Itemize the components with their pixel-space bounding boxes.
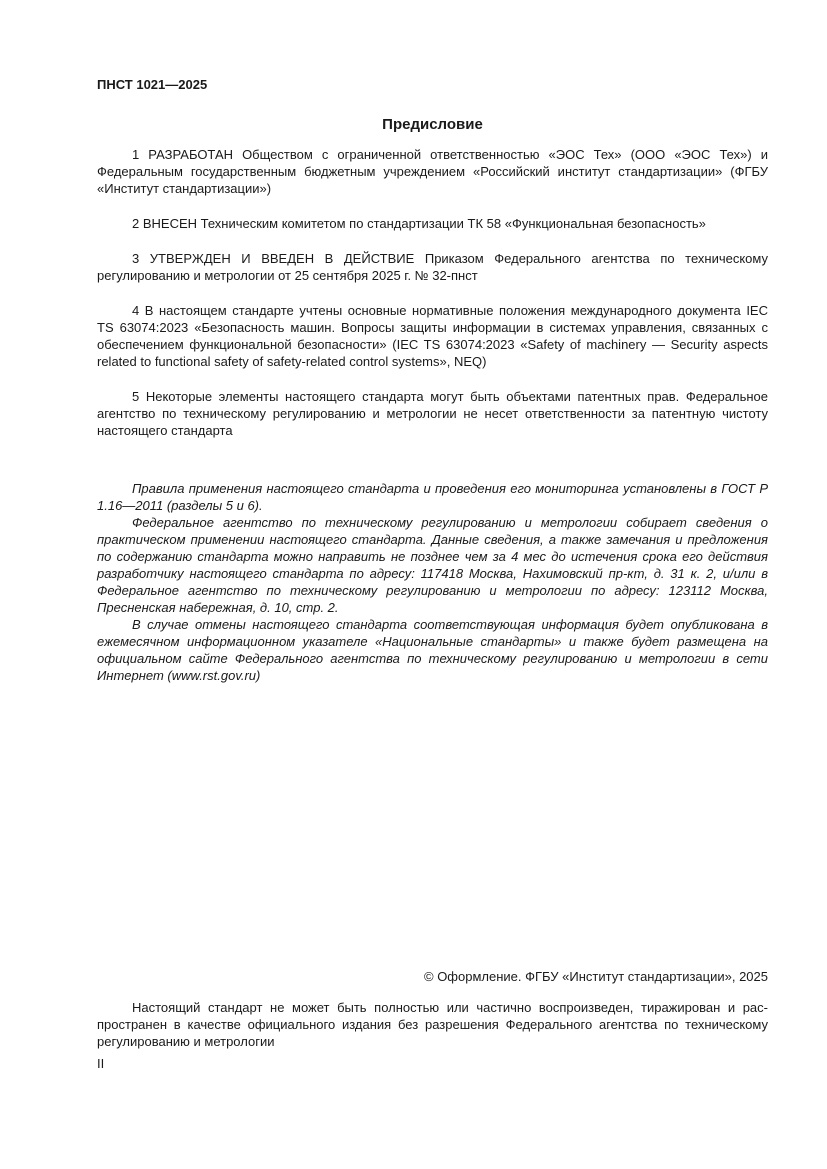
foreword-item-1: 1 РАЗРАБОТАН Обществом с ограниченной ответственностью «ЭОС Тех» (ООО «ЭОС Тех») и Федеральным государственным бюджетным учреждением «Российский институт стандартизации» (ФГБУ «Институт стандартизации») xyxy=(97,147,768,196)
page-number: II xyxy=(97,1056,105,1071)
document-code: ПНСТ 1021—2025 xyxy=(97,77,208,92)
copyright-line: © Оформление. ФГБУ «Институт стандартизации», 2025 xyxy=(424,969,768,984)
foreword-item-5: 5 Некоторые элементы настоящего стандарта могут быть объектами патентных прав. Федеральное агентство по техническому регулированию и метрологии не несет ответственности за патентную чистоту настоящего стандарта xyxy=(97,389,768,438)
foreword-title: Предисловие xyxy=(382,116,483,133)
foreword-item-2: 2 ВНЕСЕН Техническим комитетом по стандартизации ТК 58 «Функциональная безопасность» xyxy=(132,216,706,231)
reproduction-notice: Настоящий стандарт не может быть полностью или частично воспроизведен, тиражирован и распространен в качестве официального издания без разрешения Федерального агентства по техническому регулированию и метрологии xyxy=(97,1000,768,1049)
notice-paragraph-feedback: Федеральное агентство по техническому регулированию и метрологии собирает сведения о практическом применении настоящего стандарта. Данные сведения, а также замечания и предложения по содержанию стандарта можно направить не позднее чем за 4 мес до истечения срока его действия разработчику настоящего стандарта по адресу: 117418 Москва, Нахимовский пр-кт, д. 31 к. 2, и/или в Федеральное агентство по техническому регулированию и метрологии по адресу: 123112 Москва, Пресненская набережная, д. 10, стр. 2. xyxy=(97,515,768,615)
application-notice xyxy=(97,480,768,684)
foreword-item-3: 3 УТВЕРЖДЕН И ВВЕДЕН В ДЕЙСТВИЕ Приказом Федерального агентства по техническому регулированию и метрологии от 25 сентября 2025 г. № 32-пнст xyxy=(97,251,768,283)
notice-paragraph-cancellation: В случае отмены настоящего стандарта соответствующая информация будет опубликована в ежемесячном информационном указателе «Национальные стандарты» и также будет размещена на официальном сайте Федерального агентства по техническому регулированию и метрологии в сети Интернет (www.rst.gov.ru) xyxy=(97,617,768,683)
document-page xyxy=(97,0,768,1169)
foreword-section xyxy=(97,146,768,457)
foreword-item-4: 4 В настоящем стандарте учтены основные нормативные положения международного документа IEC TS 63074:2023 «Безопасность машин. Вопросы защиты информации в системах управления, связанных с обеспечением функциональной безопасности» (IEC TS 63074:2023 «Safety of machinery — Security aspects related to functional safety of safety-related control systems», NEQ) xyxy=(97,303,768,369)
notice-paragraph-rules: Правила применения настоящего стандарта и проведения его мониторинга установлены в ГОСТ Р 1.16—2011 (разделы 5 и 6). xyxy=(97,481,768,513)
